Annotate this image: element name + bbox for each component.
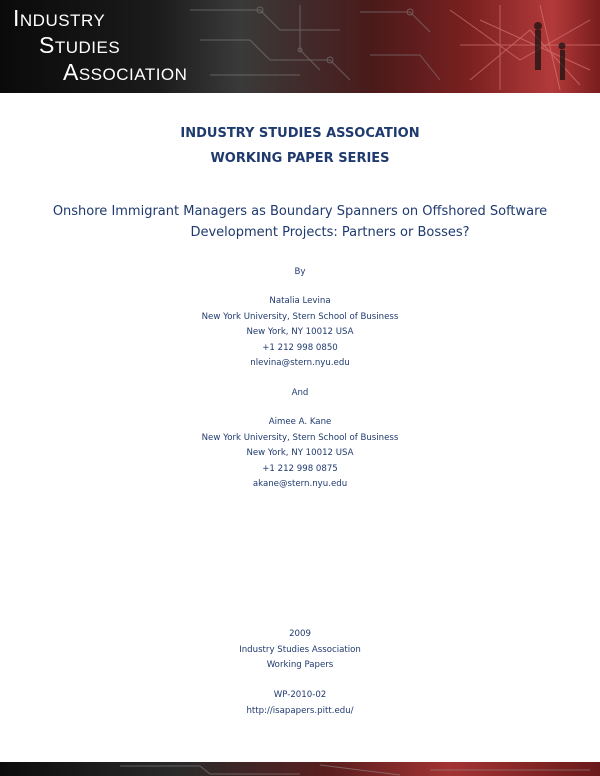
working-paper-info: [0, 688, 600, 719]
author-location: New York, NY 10012 USA: [246, 448, 354, 458]
author-name: Natalia Levina: [269, 296, 331, 306]
footer-circuit-artwork: [0, 763, 600, 776]
publication-series: Working Papers: [266, 660, 334, 670]
author-block-2: [0, 415, 600, 493]
author-email: akane@stern.nyu.edu: [252, 479, 348, 489]
isa-logo: [13, 6, 187, 87]
publication-year: 2009: [289, 629, 311, 639]
header-banner: [0, 0, 600, 93]
logo-line-association: ASSOCIATION: [63, 59, 188, 85]
publication-info: [0, 627, 600, 674]
author-location: New York, NY 10012 USA: [246, 327, 354, 337]
publisher-name: Industry Studies Association: [239, 644, 361, 655]
series-title-line2: WORKING PAPER SERIES: [210, 151, 390, 166]
author-phone: +1 212 998 0875: [262, 463, 338, 474]
author-affiliation: New York University, Stern School of Business: [201, 311, 399, 322]
paper-title: [0, 201, 600, 243]
series-title-line1: INDUSTRY STUDIES ASSOCATION: [180, 126, 420, 141]
paper-title-line1: Onshore Immigrant Managers as Boundary Spanners on Offshored Software: [52, 204, 548, 219]
author-name: Aimee A. Kane: [268, 417, 332, 427]
author-email: nlevina@stern.nyu.edu: [250, 358, 350, 368]
working-paper-number: WP-2010-02: [273, 690, 327, 700]
author-phone: +1 212 998 0850: [262, 342, 338, 353]
logo-line-industry: INDUSTRY: [13, 5, 106, 31]
by-label: By: [294, 267, 306, 277]
series-title: [0, 121, 600, 171]
footer-banner: [0, 762, 600, 776]
publication-url-link[interactable]: http://isapapers.pitt.edu/: [246, 705, 354, 716]
logo-line-studies: STUDIES: [39, 32, 121, 58]
paper-title-line2: Development Projects: Partners or Bosses?: [190, 225, 470, 240]
author-block-1: [0, 294, 600, 372]
and-label: And: [291, 388, 309, 398]
author-affiliation: New York University, Stern School of Business: [201, 432, 399, 443]
